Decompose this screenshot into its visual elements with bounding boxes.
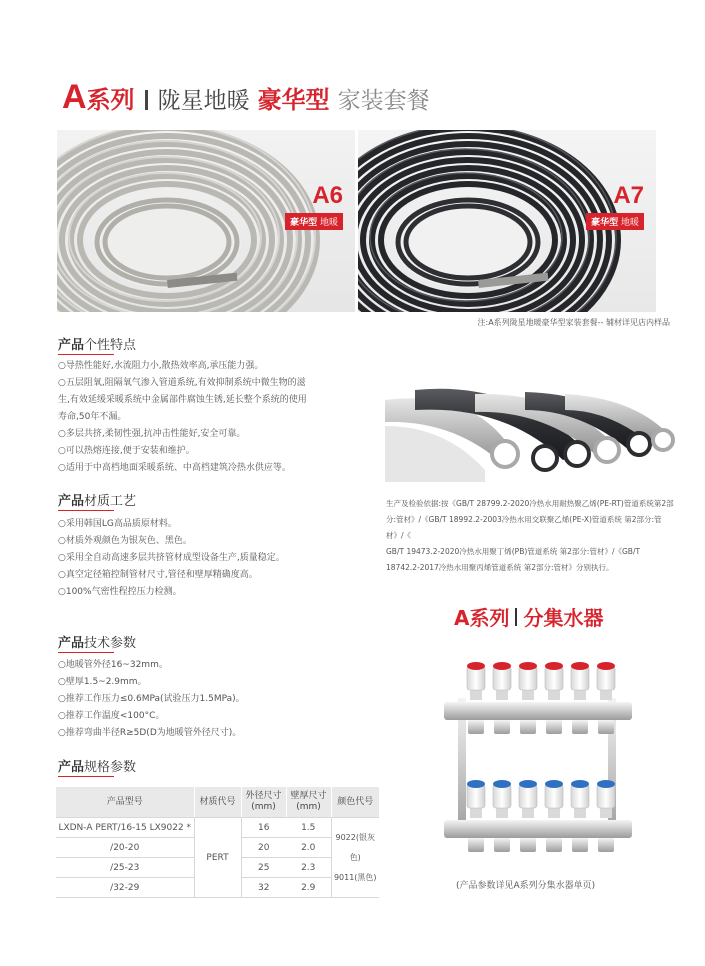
standards-line: 生产及检验依据:按《GB/T 28799.2-2020冷热水用耐热聚乙烯(PE-RT)管道系统第2部 xyxy=(386,499,674,508)
features-heading: 产品个性特点 xyxy=(58,338,137,353)
pipe-crosssection-illustration xyxy=(385,380,675,482)
top-valve-2 xyxy=(493,662,511,734)
col-header-wall: 壁厚尺寸 (mm) xyxy=(286,787,331,818)
list-item: ○推荐弯曲半径R≥5D(D为地暖管外径尺寸)。 xyxy=(58,728,242,738)
col-header-outer-diameter: 外径尺寸 (mm) xyxy=(241,787,286,818)
title-highlight: 豪华型 xyxy=(257,86,330,114)
list-item: ○100%气密性程控压力检测。 xyxy=(58,587,182,597)
title-suffix: 家装套餐 xyxy=(337,88,430,114)
list-item: 生,有效延缓采暖系统中金属部件腐蚀生锈,延长整个系统的使用 xyxy=(58,395,307,405)
list-item: ○可以热熔连接,便于安装和维护。 xyxy=(58,446,195,456)
page-title xyxy=(62,78,430,118)
heading-underline xyxy=(58,776,114,777)
table-header-row xyxy=(56,787,379,818)
cell-outer-diameter: 32 xyxy=(241,878,286,898)
spec-heading: 产品规格参数 xyxy=(58,760,137,775)
standards-line: 18742.2-2017冷热水用聚丙烯管道系统 第2部分:管材》分别执行。 xyxy=(386,563,614,572)
tech-heading: 产品技术参数 xyxy=(58,636,137,651)
list-item: ○地暖管外径16~32mm。 xyxy=(58,660,168,670)
manifold-caption: (产品参数详见A系列分集水器单页) xyxy=(456,881,596,891)
table-row xyxy=(56,818,379,838)
material-heading: 产品材质工艺 xyxy=(58,494,137,509)
list-item: ○壁厚1.5~2.9mm。 xyxy=(58,677,147,687)
list-item: 寿命,50年不漏。 xyxy=(58,412,127,422)
top-valve-5 xyxy=(571,662,589,734)
bottom-valve-1 xyxy=(467,780,485,852)
heading-underline xyxy=(58,354,114,355)
cell-outer-diameter: 20 xyxy=(241,838,286,858)
cell-model: /20-20 xyxy=(56,838,194,858)
cell-color xyxy=(331,818,379,898)
cell-model: LXDN-A PERT/16-15 LX9022 * xyxy=(56,818,194,838)
manifold-title-divider xyxy=(515,608,517,626)
product-photo-a6 xyxy=(57,130,355,312)
product-subtag-a6: 豪华型 地暖 xyxy=(285,213,343,230)
list-item: ○多层共挤,柔韧性强,抗冲击性能好,安全可靠。 xyxy=(58,429,246,439)
col-header-color: 颜色代号 xyxy=(331,787,379,818)
product-subtag-a7: 豪华型 地暖 xyxy=(586,213,644,230)
manifold-title-name: 分集水器 xyxy=(523,606,604,630)
title-divider xyxy=(145,90,148,110)
cell-wall: 2.3 xyxy=(286,858,331,878)
standards-line: GB/T 19473.2-2020冷热水用聚丁烯(PB)管道系统 第2部分:管材》/《GB/T xyxy=(386,547,641,556)
top-valve-4 xyxy=(545,662,563,734)
list-item: ○采用全自动高速多层共挤管材成型设备生产,质量稳定。 xyxy=(58,553,285,563)
standards-line: 分:管材》/《GB/T 18992.2-2003冷热水用交联聚乙烯(PE-X)管道系统 第2部分:管材》/《 xyxy=(386,515,662,540)
bottom-valve-5 xyxy=(571,780,589,852)
cell-wall: 1.5 xyxy=(286,818,331,838)
title-series-word: 系列 xyxy=(86,86,135,114)
col-header-material: 材质代号 xyxy=(194,787,241,818)
top-valve-3 xyxy=(519,662,537,734)
heading-underline xyxy=(58,652,114,653)
cell-model: /25-23 xyxy=(56,858,194,878)
spec-table xyxy=(56,787,379,898)
top-valve-1 xyxy=(467,662,485,734)
title-brand: 陇星地暖 xyxy=(157,88,250,114)
image-note: 注:A系列陇星地暖豪华型家装套餐-- 辅材详见店内样品 xyxy=(477,318,670,327)
list-item: ○真空定径箱控制管材尺寸,管径和壁厚精确度高。 xyxy=(58,570,258,580)
material-list xyxy=(58,516,285,601)
list-item: ○采用韩国LG高品质原材料。 xyxy=(58,519,177,529)
product-tag-a7 xyxy=(586,182,644,230)
cell-outer-diameter: 25 xyxy=(241,858,286,878)
cell-outer-diameter: 16 xyxy=(241,818,286,838)
product-code-a7: A7 xyxy=(613,182,644,209)
cell-wall: 2.9 xyxy=(286,878,331,898)
title-series-letter: A xyxy=(62,78,87,116)
heading-underline xyxy=(58,510,114,511)
features-list xyxy=(58,358,307,477)
color-code-2: 9011(黑色) xyxy=(333,872,377,882)
product-photo-a7 xyxy=(358,130,656,312)
list-item: ○推荐工作温度<100°C。 xyxy=(58,711,165,721)
cell-model: /32-29 xyxy=(56,878,194,898)
list-item: ○材质外观颜色为银灰色、黑色。 xyxy=(58,536,192,546)
col-header-model: 产品型号 xyxy=(56,787,194,818)
list-item: ○推荐工作压力≤0.6MPa(试验压力1.5MPa)。 xyxy=(58,694,245,704)
cell-material: PERT xyxy=(194,818,241,898)
list-item: ○五层阻氧,阻隔氧气渗入管道系统,有效抑制系统中微生物的滋 xyxy=(58,378,306,388)
manifold-illustration xyxy=(438,658,638,872)
list-item: ○导热性能好,水流阻力小,散热效率高,承压能力强。 xyxy=(58,361,264,371)
tech-list xyxy=(58,657,245,742)
cell-wall: 2.0 xyxy=(286,838,331,858)
list-item: ○适用于中高档地面采暖系统、中高档建筑冷热水供应等。 xyxy=(58,463,291,473)
color-code-1: 9022(银灰色) xyxy=(335,832,375,862)
standards-note xyxy=(386,496,676,576)
bottom-valve-4 xyxy=(545,780,563,852)
bottom-valve-3 xyxy=(519,780,537,852)
manifold-title-series: A系列 xyxy=(454,606,510,630)
product-code-a6: A6 xyxy=(312,182,343,209)
product-tag-a6 xyxy=(285,182,343,230)
bottom-valve-2 xyxy=(493,780,511,852)
manifold-heading xyxy=(454,602,603,631)
